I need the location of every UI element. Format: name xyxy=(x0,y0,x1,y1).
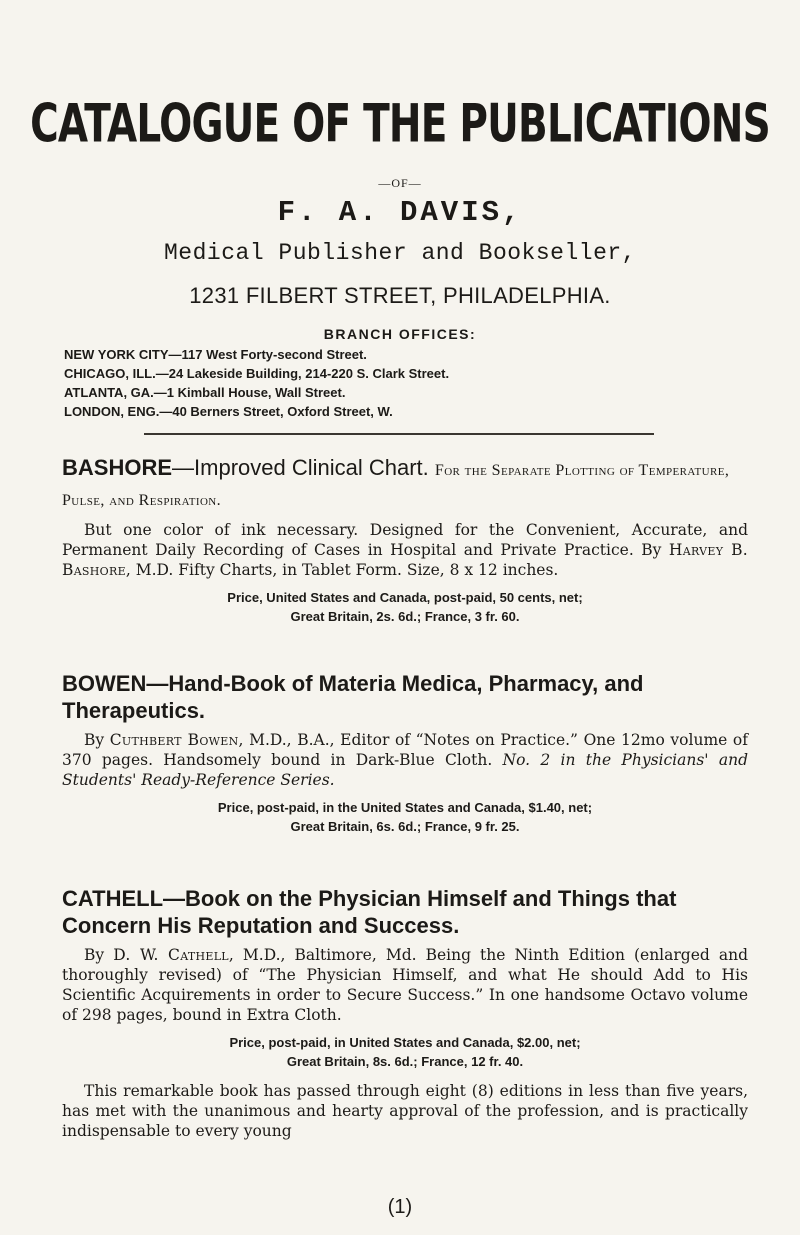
price-line: Price, post-paid, in United States and Canada, $2.00, net; xyxy=(229,1035,581,1050)
branch-offices-list xyxy=(64,345,764,421)
price-line: Great Britain, 2s. 6d.; France, 3 fr. 60. xyxy=(290,609,520,624)
entry-price xyxy=(62,798,748,836)
price-line: Great Britain, 6s. 6d.; France, 9 fr. 25. xyxy=(290,819,520,834)
entry-key: CATHELL xyxy=(62,886,164,911)
entry-series: No. 2 in the Physicians' and Students' Ready-Reference Series. xyxy=(62,751,748,789)
entry-author: Harvey B. Bashore xyxy=(62,541,748,579)
entry-subtitle: For the Separate Plotting of Temperature, Pulse, and Respiration. xyxy=(62,462,730,509)
entry-text: , M.D., Baltimore, Md. Being the Ninth Edition (enlarged and thoroughly revised) of “The Physician Himself, and what He should Add to His Scientific Acquirements in order to Secure Success.” In one handsome Octavo volume of 298 pages, bound in Extra Cloth. xyxy=(62,946,748,1024)
entry-text: But one color of ink necessary. Designed for the Convenient, Accurate, and Permanent Daily Recording of Cases in Hospital and Private Practice. By xyxy=(62,521,748,559)
price-line: Price, United States and Canada, post-paid, 50 cents, net; xyxy=(227,590,583,605)
entry-text: By xyxy=(84,946,114,964)
price-line: Great Britain, 8s. 6d.; France, 12 fr. 40. xyxy=(286,1054,524,1069)
branch-office-item: LONDON, ENG.—40 Berners Street, Oxford Street, W. xyxy=(64,404,393,419)
entry-text: By xyxy=(84,731,110,749)
publisher-trade: Medical Publisher and Bookseller, xyxy=(164,240,636,266)
entry-description xyxy=(62,520,748,580)
entry-heading xyxy=(62,670,748,724)
entry-description xyxy=(62,945,748,1025)
catalogue-entry-bashore xyxy=(62,454,748,626)
publisher-address: 1231 FILBERT STREET, PHILADELPHIA. xyxy=(189,283,611,308)
entry-title: —Hand-Book of Materia Medica, Pharmacy, and Therapeutics. xyxy=(62,671,644,723)
entry-key: BASHORE xyxy=(62,455,173,480)
entry-title: —Improved Clinical Chart. xyxy=(172,455,429,480)
catalogue-entry-bowen xyxy=(62,670,748,836)
entry-text: , M.D. Fifty Charts, in Tablet Form. Size, 8 x 12 inches. xyxy=(125,561,559,579)
entry-price xyxy=(62,1033,748,1071)
page-title: CATALOGUE OF THE PUBLICATIONS xyxy=(30,94,770,155)
entry-description xyxy=(62,730,748,790)
entry-author: D. W. Cathell xyxy=(113,946,229,964)
catalogue-entry-cathell xyxy=(62,885,748,1141)
entry-title: —Book on the Physician Himself and Things that Concern His Reputation and Success. xyxy=(62,886,677,938)
price-line: Price, post-paid, in the United States and Canada, $1.40, net; xyxy=(217,800,593,815)
page-number: (1) xyxy=(387,1196,413,1218)
publisher-name: F. A. DAVIS, xyxy=(277,196,523,229)
branch-office-item: NEW YORK CITY—117 West Forty-second Street. xyxy=(64,347,367,362)
entry-author: Cuthbert Bowen xyxy=(109,731,239,749)
entry-heading xyxy=(62,454,748,514)
of-label: —OF— xyxy=(378,176,422,190)
entry-extra-paragraph: This remarkable book has passed through eight (8) editions in less than five years, has met with the unanimous and hearty approval of the profession, and is practically indispensable to every young xyxy=(62,1082,748,1140)
entry-text: , M.D., B.A., Editor of “Notes on Practice.” One 12mo volume of 370 pages. Handsomely bound in Dark-Blue Cloth. xyxy=(62,731,748,769)
entry-price xyxy=(62,588,748,626)
entry-key: BOWEN xyxy=(62,671,147,696)
entry-heading xyxy=(62,885,748,939)
header-divider xyxy=(144,433,654,435)
branch-office-item: ATLANTA, GA.—1 Kimball House, Wall Street. xyxy=(64,385,346,400)
branch-offices-heading: BRANCH OFFICES: xyxy=(323,326,477,342)
branch-office-item: CHICAGO, ILL.—24 Lakeside Building, 214-220 S. Clark Street. xyxy=(64,366,450,381)
